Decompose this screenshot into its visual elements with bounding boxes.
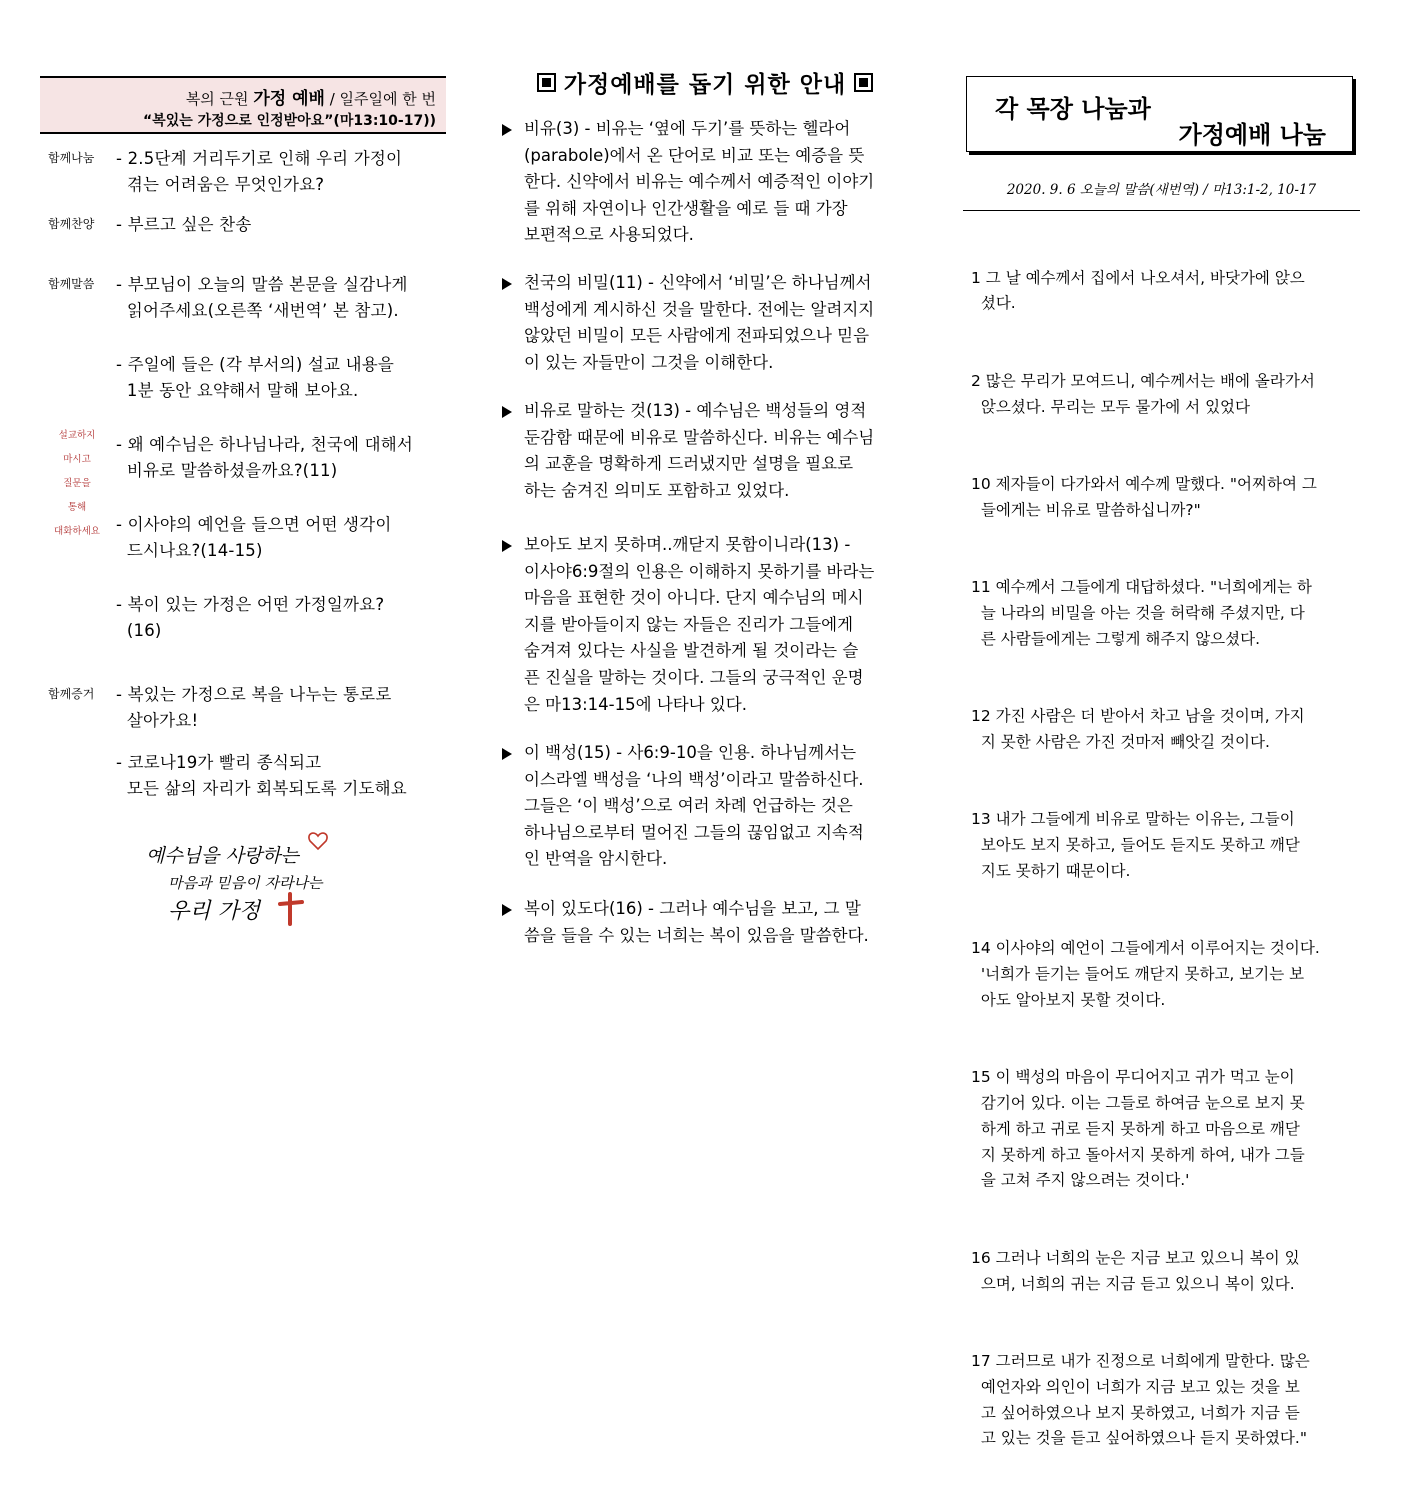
verse: 15 이 백성의 마음이 무디어지고 귀가 먹고 눈이 감기어 있다. 이는 그들로 하여금 눈으로 보지 못 하게 하고 귀로 듣지 못하게 하고 마음으로 깨닫 지 못하게 하고 돌아서지 못하게 하여, 내가 그들 을 고쳐 주지 않으려는 것이다.' [971, 1068, 1305, 1190]
section-text: - 부모님이 오늘의 말씀 본문을 실감나게 읽어주세요(오른쪽 ‘새번역’ 본 참고). [116, 275, 408, 320]
worship-header [40, 76, 446, 134]
family-logo [140, 830, 380, 930]
triangle-bullet-icon [502, 748, 512, 760]
verse: 1 그 날 예수께서 집에서 나오셔서, 바닷가에 앉으 셨다. [971, 268, 1305, 313]
triangle-bullet-icon [502, 904, 512, 916]
side-note: 설교하지 마시고 질문을 통해 대화하세요 [54, 430, 100, 537]
verse: 2 많은 무리가 모여드니, 예수께서는 배에 올라가서 앉으셨다. 무리는 모두 물가에 서 있었다 [971, 371, 1315, 416]
section-text: - 부르고 싶은 찬송 [116, 215, 252, 234]
cross-icon [280, 894, 302, 924]
section-text: - 2.5단계 거리두기로 인해 우리 가정이 겪는 어려움은 무엇인가요? [116, 149, 403, 194]
guide-title: 가정예배를 돕기 위한 안내 [510, 66, 900, 99]
verse: 13 내가 그들에게 비유로 말하는 이유는, 그들이 보아도 보지 못하고, 들어도 듣지도 못하고 깨닫 지도 못하기 때문이다. [971, 810, 1300, 880]
scripture-title-line2: 가정예배 나눔 [1178, 121, 1326, 149]
scripture-title-line1: 각 목장 나눔과 [995, 95, 1151, 123]
scripture-title-box [966, 76, 1353, 152]
logo-line3: 우리 가정 [168, 899, 261, 924]
heart-icon [309, 833, 327, 849]
section-text: - 복있는 가정으로 복을 나누는 통로로 살아가요! [116, 685, 392, 730]
section-text: - 주일에 들은 (각 부서의) 설교 내용을 1분 동안 요약해서 말해 보아요. [116, 355, 395, 400]
scripture-reference: 2020. 9. 6 오늘의 말씀(새번역) / 마13:1-2, 10-17 [1006, 182, 1317, 198]
square-bullet-icon [537, 73, 556, 92]
triangle-bullet-icon [502, 124, 512, 136]
triangle-bullet-icon [502, 540, 512, 552]
worship-header-line1: 복의 근원 가정 예배 / 일주일에 한 번 [185, 89, 436, 109]
square-bullet-icon [854, 73, 873, 92]
verse: 17 그러므로 내가 진정으로 너희에게 말한다. 많은 예언자와 의인이 너희가 지금 보고 있는 것을 보 고 싶어하였으나 보지 못하였고, 너희가 지금 듣 고 있는 것을 듣고 싶어하였으나 듣지 못하였다." [971, 1352, 1310, 1448]
verse: 10 제자들이 다가와서 예수께 말했다. "어찌하여 그 들에게는 비유로 말씀하십니까?" [971, 474, 1317, 519]
section-text: - 이사야의 예언을 들으면 어떤 생각이 드시나요?(14-15) [116, 515, 392, 560]
triangle-bullet-icon [502, 406, 512, 418]
logo-line2: 마음과 믿음이 자라나는 [168, 874, 323, 892]
worship-header-title: 가정 예배 [253, 89, 325, 109]
worship-header-theme: “복있는 가정으로 인정받아요”(마13:10-17)) [142, 113, 436, 129]
section-label: 함께말씀 [48, 277, 95, 291]
logo-line1: 예수님을 사랑하는 [146, 845, 299, 867]
triangle-bullet-icon [502, 278, 512, 290]
verse: 16 그러나 너희의 눈은 지금 보고 있으니 복이 있 으며, 너희의 귀는 지금 듣고 있으니 복이 있다. [971, 1248, 1300, 1293]
section-text: - 코로나19가 빨리 종식되고 모든 삶의 자리가 회복되도록 기도해요 [116, 753, 407, 798]
section-label: 함께증거 [48, 687, 95, 701]
verse: 12 가진 사람은 더 받아서 차고 남을 것이며, 가지 지 못한 사람은 가진 것마저 빼앗길 것이다. [971, 707, 1305, 751]
verse: 11 예수께서 그들에게 대답하셨다. "너희에게는 하 늘 나라의 비밀을 아는 것을 허락해 주셨지만, 다 른 사람들에게는 그렇게 해주지 않으셨다. [971, 578, 1312, 648]
section-text: - 왜 예수님은 하나님나라, 천국에 대해서 비유로 말씀하셨을까요?(11) [116, 435, 414, 480]
divider [963, 210, 1360, 211]
section-label: 함께찬양 [48, 217, 95, 231]
section-label: 함께나눔 [48, 151, 95, 165]
scripture-verses [971, 214, 1357, 1504]
section-text: - 복이 있는 가정은 어떤 가정일까요? (16) [116, 595, 385, 640]
verse: 14 이사야의 예언이 그들에게서 이루어지는 것이다. '너희가 듣기는 들어도 깨닫지 못하고, 보기는 보 아도 알아보지 못할 것이다. [971, 939, 1320, 1009]
